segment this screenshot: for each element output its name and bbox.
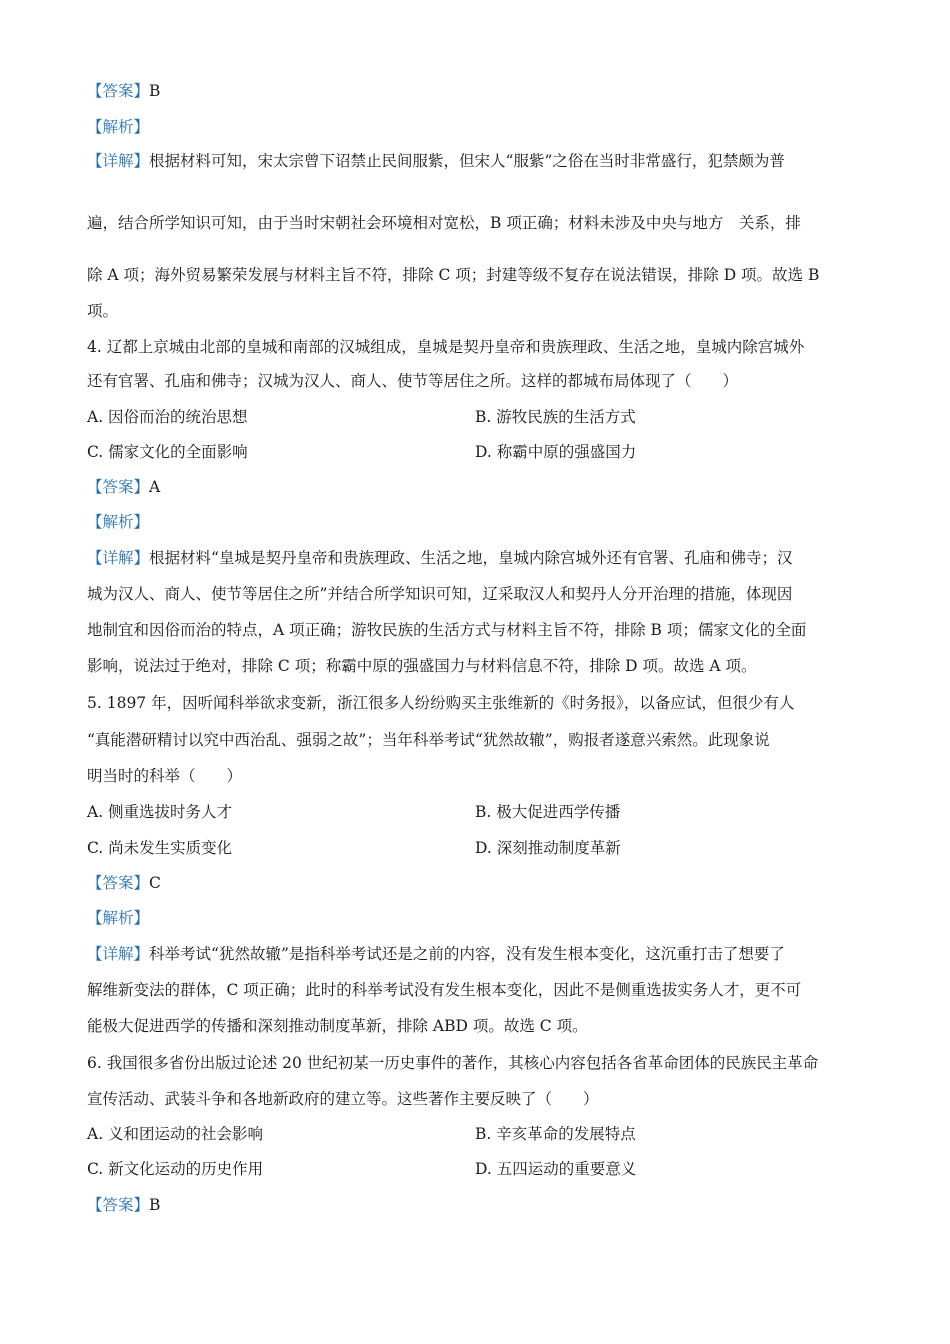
q5-option-a: A. 侧重选拔时务人才 <box>87 803 233 821</box>
q5-detail-line: 能极大促进西学的传播和深刻推动制度革新，排除 ABD 项。故选 C 项。 <box>87 1017 588 1035</box>
q6-stem-line: 6. 我国很多省份出版过论述 20 世纪初某一历史事件的著作，其核心内容包括各省革命团体的民族民主革命 <box>87 1054 819 1072</box>
detail-text: 根据材料“皇城是契丹皇帝和贵族理政、生活之地，皇城内除宫城外还有官署、孔庙和佛寺；汉 <box>149 549 793 567</box>
q5-option-c: C. 尚未发生实质变化 <box>87 839 233 857</box>
q4-option-d: D. 称霸中原的强盛国力 <box>475 443 637 461</box>
answer-value: A <box>149 478 161 496</box>
analysis-tag: 【解析】 <box>87 118 150 136</box>
q4-option-b: B. 游牧民族的生活方式 <box>475 408 636 426</box>
q6-option-c: C. 新文化运动的历史作用 <box>87 1160 264 1178</box>
answer-tag: 【答案】 <box>87 82 150 100</box>
answer-value: B <box>149 82 161 100</box>
q4-detail-line <box>87 547 867 569</box>
detail-text: 根据材料可知，宋太宗曾下诏禁止民间服紫，但宋人“服紫”之俗在当时非常盛行，犯禁颇为普 <box>149 152 785 170</box>
detail-tag: 【详解】 <box>87 945 150 963</box>
q6-option-a: A. 义和团运动的社会影响 <box>87 1125 264 1143</box>
q4-option-c: C. 儒家文化的全面影响 <box>87 443 248 461</box>
answer-tag: 【答案】 <box>87 478 150 496</box>
q4-detail-line: 地制宜和因俗而治的特点，A 项正确；游牧民族的生活方式与材料主旨不符，排除 B 项；儒家文化的全面 <box>87 621 807 639</box>
q4-analysis-line <box>87 511 867 533</box>
q5-stem-line: “真能潜研精讨以究中西治乱、强弱之故”；当年科举考试“犹然故辙”，购报者遂意兴索然。此现象说 <box>87 731 770 749</box>
q6-stem-line: 宣传活动、武装斗争和各地新政府的建立等。这些著作主要反映了（ ） <box>87 1090 599 1108</box>
q5-answer-line <box>87 872 867 894</box>
q3-detail-line <box>87 150 867 172</box>
q4-option-a: A. 因俗而治的统治思想 <box>87 408 248 426</box>
answer-value: B <box>149 1196 161 1214</box>
answer-tag: 【答案】 <box>87 874 150 892</box>
analysis-tag: 【解析】 <box>87 513 150 531</box>
q4-detail-line: 影响，说法过于绝对，排除 C 项；称霸中原的强盛国力与材料信息不符，排除 D 项。故选 A 项。 <box>87 657 757 675</box>
q5-stem-line: 明当时的科举（ ） <box>87 767 243 785</box>
detail-text: 科举考试“犹然故辙”是指科举考试还是之前的内容，没有发生根本变化，这沉重打击了想要了 <box>149 945 785 963</box>
detail-tag: 【详解】 <box>87 152 150 170</box>
answer-tag: 【答案】 <box>87 1196 150 1214</box>
q3-detail-line: 除 A 项；海外贸易繁荣发展与材料主旨不符，排除 C 项；封建等级不复存在说法错误，排除 D 项。故选 B <box>87 266 820 284</box>
q4-stem-line: 还有官署、孔庙和佛寺；汉城为汉人、商人、使节等居住之所。这样的都城布局体现了（ ） <box>87 372 739 390</box>
analysis-tag: 【解析】 <box>87 909 150 927</box>
q5-option-d: D. 深刻推动制度革新 <box>475 839 621 857</box>
q3-detail-line: 遍，结合所学知识可知，由于当时宋朝社会环境相对宽松，B 项正确；材料未涉及中央与地方 关系，排 <box>87 214 801 232</box>
q5-detail-line <box>87 943 867 965</box>
q4-answer-line <box>87 476 867 498</box>
q4-detail-line: 城为汉人、商人、使节等居住之所”并结合所学知识可知，辽采取汉人和契丹人分开治理的措施，体现因 <box>87 585 793 603</box>
q5-option-b: B. 极大促进西学传播 <box>475 803 621 821</box>
q5-detail-line: 解维新变法的群体，C 项正确；此时的科举考试没有发生根本变化，因此不是侧重选拔实务人才，更不可 <box>87 981 802 999</box>
q3-analysis-line <box>87 116 867 138</box>
q5-stem-line: 5. 1897 年，因听闻科举欲求变新，浙江很多人纷纷购买主张维新的《时务报》，以备应试，但很少有人 <box>87 694 795 712</box>
q3-detail-line: 项。 <box>87 302 119 320</box>
q6-option-d: D. 五四运动的重要意义 <box>475 1160 637 1178</box>
q5-analysis-line <box>87 907 867 929</box>
q3-answer-line <box>87 80 867 102</box>
detail-tag: 【详解】 <box>87 549 150 567</box>
q4-stem-line: 4. 辽都上京城由北部的皇城和南部的汉城组成，皇城是契丹皇帝和贵族理政、生活之地，皇城内除宫城外 <box>87 338 805 356</box>
answer-value: C <box>149 874 161 892</box>
q6-option-b: B. 辛亥革命的发展特点 <box>475 1125 636 1143</box>
q6-answer-line <box>87 1194 867 1216</box>
